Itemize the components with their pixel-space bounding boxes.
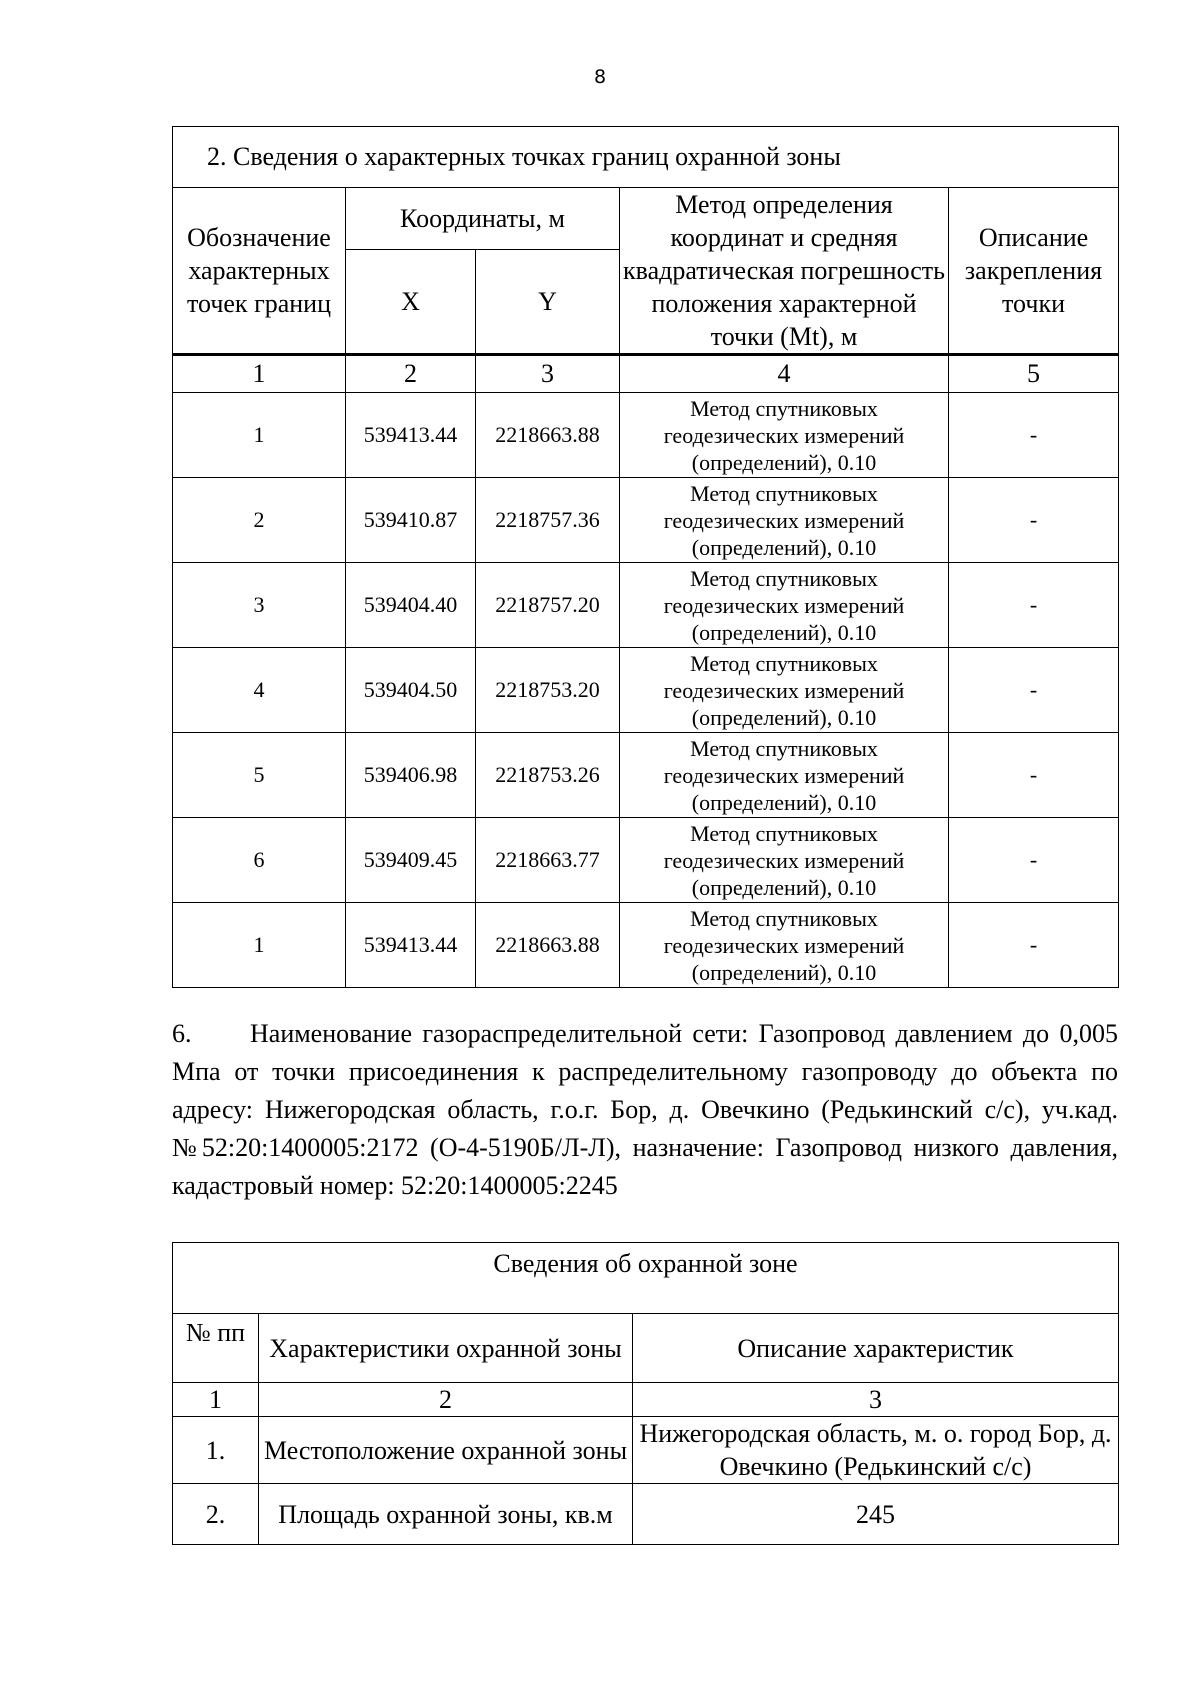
- point-id: 2: [173, 478, 346, 563]
- table-row: [173, 818, 1119, 903]
- coord-y: 2218663.88: [476, 903, 620, 988]
- table-title: Сведения об охранной зоне: [173, 1243, 1119, 1314]
- coord-x: 539413.44: [346, 903, 476, 988]
- col-number: 5: [949, 355, 1119, 393]
- page-number: 8: [593, 66, 607, 88]
- boundary-points-table: [172, 126, 1119, 988]
- point-id: 1: [173, 903, 346, 988]
- desc-cell: -: [949, 903, 1119, 988]
- method-cell: Метод спутниковых геодезических измерений (определений), 0.10: [620, 478, 949, 563]
- coord-y: 2218753.26: [476, 733, 620, 818]
- point-id: 5: [173, 733, 346, 818]
- network-paragraph: [172, 1015, 1118, 1205]
- header-designation: Обозначение характерных точек границ: [173, 188, 346, 355]
- point-id: 6: [173, 818, 346, 903]
- description-cell: 245: [633, 1484, 1119, 1545]
- desc-cell: -: [949, 478, 1119, 563]
- table-row: [173, 903, 1119, 988]
- col-number: 2: [259, 1383, 633, 1417]
- header-method: Метод определения координат и средняя квадратическая погрешность положения характерной точки (Mt), м: [620, 188, 949, 355]
- protection-zone-table: [172, 1242, 1119, 1545]
- method-cell: Метод спутниковых геодезических измерений (определений), 0.10: [620, 903, 949, 988]
- paragraph-number: 6.: [172, 1019, 192, 1048]
- coord-y: 2218663.77: [476, 818, 620, 903]
- method-cell: Метод спутниковых геодезических измерений (определений), 0.10: [620, 393, 949, 478]
- row-num: 2.: [173, 1484, 259, 1545]
- desc-cell: -: [949, 818, 1119, 903]
- description-cell: Нижегородская область, м. о. город Бор, д. Овечкино (Редькинский с/с): [633, 1417, 1119, 1484]
- desc-cell: -: [949, 563, 1119, 648]
- coord-x: 539410.87: [346, 478, 476, 563]
- paragraph-text: Наименование газораспределительной сети: Газопровод давлением до 0,005 Мпа от точки присоединения к распределительному газопроводу до объекта по адресу: Нижегородская область, г.о.г. Бор, д. Овечкино (Редькинский с/с), уч.кад.№52:20:1400005:2172 (О-4-5190Б/Л-Л), назначение: Газопровод низкого давления, кадастровый номер: 52:20:1400005:2245: [172, 1019, 1118, 1200]
- desc-cell: -: [949, 393, 1119, 478]
- coord-y: 2218663.88: [476, 393, 620, 478]
- header-x: X: [346, 250, 476, 355]
- coord-x: 539409.45: [346, 818, 476, 903]
- point-id: 3: [173, 563, 346, 648]
- characteristic-cell: Площадь охранной зоны, кв.м: [259, 1484, 633, 1545]
- desc-cell: -: [949, 733, 1119, 818]
- header-y: Y: [476, 250, 620, 355]
- col-number: 3: [476, 355, 620, 393]
- table-title: 2. Сведения о характерных точках границ охранной зоны: [173, 127, 1119, 188]
- characteristic-cell: Местоположение охранной зоны: [259, 1417, 633, 1484]
- table-row: [173, 563, 1119, 648]
- col-number: 1: [173, 1383, 259, 1417]
- col-number: 1: [173, 355, 346, 393]
- header-description: Описание характеристик: [633, 1314, 1119, 1383]
- col-number: 4: [620, 355, 949, 393]
- header-description: Описание закрепления точки: [949, 188, 1119, 355]
- method-cell: Метод спутниковых геодезических измерений (определений), 0.10: [620, 563, 949, 648]
- coord-x: 539404.50: [346, 648, 476, 733]
- coord-x: 539406.98: [346, 733, 476, 818]
- coord-y: 2218757.36: [476, 478, 620, 563]
- table-row: [173, 478, 1119, 563]
- col-number: 2: [346, 355, 476, 393]
- coord-x: 539413.44: [346, 393, 476, 478]
- method-cell: Метод спутниковых геодезических измерений (определений), 0.10: [620, 648, 949, 733]
- table-row: [173, 733, 1119, 818]
- point-id: 4: [173, 648, 346, 733]
- table-row: [173, 1484, 1119, 1545]
- coord-y: 2218753.20: [476, 648, 620, 733]
- coord-y: 2218757.20: [476, 563, 620, 648]
- col-number: 3: [633, 1383, 1119, 1417]
- table-row: [173, 1417, 1119, 1484]
- header-characteristics: Характеристики охранной зоны: [259, 1314, 633, 1383]
- coord-x: 539404.40: [346, 563, 476, 648]
- row-num: 1.: [173, 1417, 259, 1484]
- table-row: [173, 648, 1119, 733]
- header-coordinates: Координаты, м: [346, 188, 620, 250]
- method-cell: Метод спутниковых геодезических измерений (определений), 0.10: [620, 733, 949, 818]
- point-id: 1: [173, 393, 346, 478]
- header-num: № пп: [173, 1314, 259, 1383]
- method-cell: Метод спутниковых геодезических измерений (определений), 0.10: [620, 818, 949, 903]
- desc-cell: -: [949, 648, 1119, 733]
- table-row: [173, 393, 1119, 478]
